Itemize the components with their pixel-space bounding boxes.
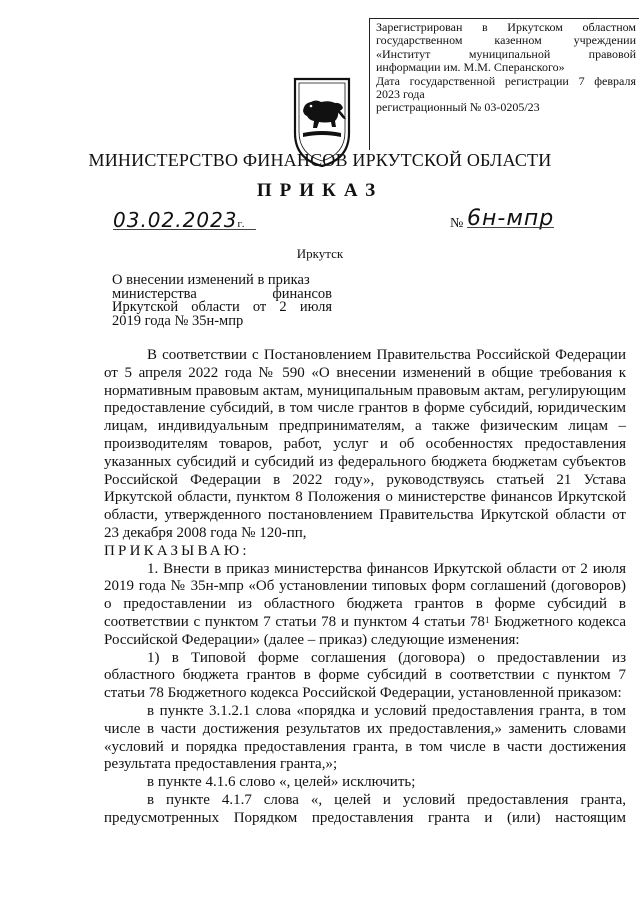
subject-line: министерства финансов: [112, 285, 332, 302]
stamp-line: регистрационный № 03-0205/23: [376, 100, 540, 115]
subitem-1-paragraph: 1) в Типовой форме соглашения (договора) о предоставлении из областного бюджета грантов в форме субсидий в соответствии с пунктом 7 статьи 78 Бюджетного кодекса Российской Федерации, установленной приказом:: [104, 649, 626, 702]
subject-line: Иркутской области от 2 июля: [112, 299, 332, 315]
order-subject: [112, 274, 332, 328]
item-1-text: 1. Внести в приказ министерства финансов Иркутской области от 2 июля 2019 года № 35н-мпр «Об установлении типовых форм соглашений (договоров) о предоставлении из областного бюджета грантов в форме субсидий в соответствии с пунктом 7 статьи 78 и пунктом 4 статьи 78: [104, 560, 626, 630]
order-date-suffix: г.: [237, 218, 246, 230]
stamp-line: «Институт муниципальной правовой: [376, 46, 636, 61]
ministry-name: МИНИСТЕРСТВО ФИНАНСОВ ИРКУТСКОЙ ОБЛАСТИ: [88, 150, 552, 170]
order-number-value: 6н-мпр: [467, 206, 555, 231]
clause-416-paragraph: в пункте 4.1.6 слово «, целей» исключить;: [147, 774, 416, 791]
city: Иркутск: [296, 246, 344, 261]
stamp-line: 2023 года: [376, 87, 425, 102]
item-1-superscript: 1: [484, 614, 490, 625]
clause-3121-paragraph: в пункте 3.1.2.1 слова «порядка и условий предоставления гранта, в том числе в части достижения результатов их предоставления,» заменить словами «условий и порядка предоставления гранта, в том числе в части достижения результата предоставления гранта,»;: [104, 702, 626, 773]
stamp-line: информации им. М.М. Сперанского»: [376, 60, 565, 75]
registration-stamp: [376, 21, 636, 115]
command-heading: ПРИКАЗЫВАЮ:: [104, 542, 250, 559]
number-underline: [467, 227, 554, 228]
order-body: [104, 347, 626, 828]
document-title: ПРИКАЗ: [256, 180, 384, 201]
subject-line: О внесении изменений в приказ: [112, 272, 310, 288]
order-date-value: 03.02.2023: [113, 208, 238, 232]
stamp-line: государственном казенном учреждении: [376, 33, 636, 48]
item-1-paragraph: [104, 561, 626, 650]
order-number-sign: №: [450, 216, 464, 231]
preamble-paragraph: В соответствии с Постановлением Правительства Российской Федерации от 5 апреля 2022 года № 590 «О внесении изменений в общие требования к нормативным правовым актам, муниципальным правовым актам, регулирующим предоставление субсидий, в том числе грантов в форме субсидий, юридическим лицам, индивидуальным предпринимателям, а также физическим лицам – производителям товаров, работ, услуг и об особенностях предоставления указанных субсидий и субсидий из федерального бюджета бюджетам субъектов Российской Федерации в 2022 году», руководствуясь статьей 21 Устава Иркутской области, пунктом 8 Положения о министерстве финансов Иркутской области, утвержденного постановлением Правительства Иркутской области от 23 декабря 2008 года № 120-пп,: [104, 347, 626, 541]
item-1-text-cont: Бюджетного кодекса Российской Федерации» (далее – приказ) следующие изменения:: [104, 613, 626, 648]
clause-417-paragraph: в пункте 4.1.7 слова «, целей и условий предоставления гранта, предусмотренных Порядком предоставления гранта и (или) настоящим: [104, 791, 626, 826]
order-number: [467, 206, 554, 231]
subject-line: 2019 года № 35н-мпр: [112, 312, 244, 329]
stamp-line: Дата государственной регистрации 7 февраля: [376, 73, 636, 88]
order-date: [113, 208, 246, 232]
stamp-line: Зарегистрирован в Иркутском областном: [376, 20, 636, 34]
date-underline: [113, 229, 256, 230]
